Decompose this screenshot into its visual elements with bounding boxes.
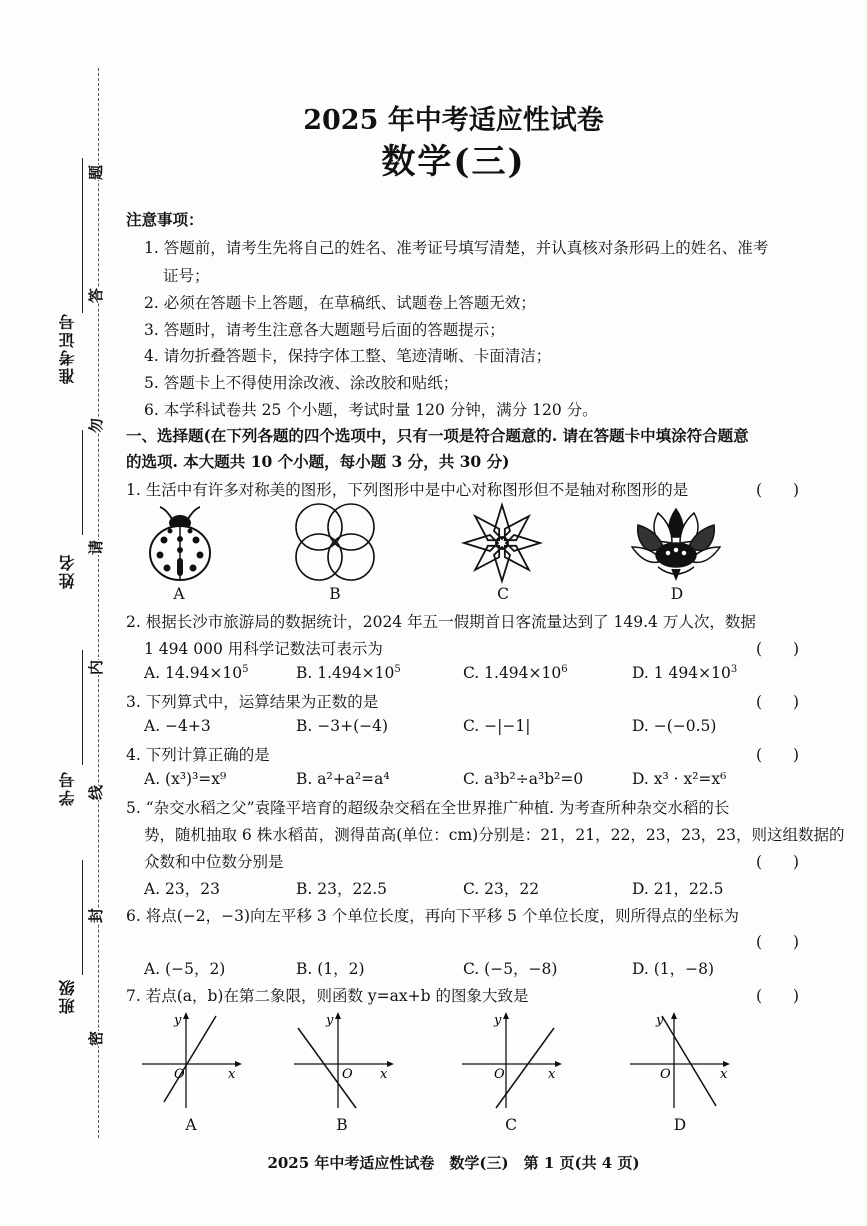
q6-option-a: A. (−5，2) (144, 960, 226, 978)
q4-option-b: B. a²+a²=a⁴ (296, 770, 390, 788)
class-input-line[interactable] (82, 860, 83, 975)
q7-option-label: C (505, 1116, 517, 1134)
answer-blank-q1[interactable]: ( ) (756, 481, 800, 499)
q1-option-label: C (497, 585, 509, 603)
answer-blank-q2[interactable]: ( ) (756, 640, 800, 658)
seal-char: 封 (83, 908, 108, 923)
axis-y-label: y (326, 1013, 334, 1028)
seal-char: 答 (83, 288, 108, 303)
question-5-stem-cont: 势，随机抽取 6 株水稻苗，测得苗高(单位：cm)分别是：21，21，22，23，23，23，则这组数据的 (144, 826, 845, 844)
question-1-stem: 1. 生活中有许多对称美的图形，下列图形中是中心对称图形但不是轴对称图形的是 (126, 481, 689, 499)
binding-dashed-line (98, 68, 99, 1138)
q6-option-c: C. (−5，−8) (463, 960, 558, 978)
school-no-input-line[interactable] (82, 650, 83, 765)
section-heading: 一、选择题(在下列各题的四个选项中，只有一项是符合题意的. 请在答题卡中填涂符合题意 (126, 426, 749, 445)
answer-blank-q7[interactable]: ( ) (756, 987, 800, 1005)
seal-char: 题 (83, 165, 108, 180)
question-5-stem-cont: 众数和中位数分别是 (144, 853, 284, 871)
question-2-stem: 2. 根据长沙市旅游局的数据统计，2024 年五一假期首日客流量达到了 149.4 万人次，数据 (126, 613, 756, 631)
axis-y-label: y (656, 1013, 664, 1028)
q1-option-label: A (173, 585, 185, 603)
seal-char: 内 (83, 660, 108, 675)
axis-x-label: x (380, 1067, 388, 1082)
origin-label: O (660, 1067, 671, 1082)
q5-option-a: A. 23，23 (144, 880, 220, 898)
q7-option-label: A (185, 1116, 197, 1134)
q1-option-label: D (670, 585, 684, 603)
origin-label: O (494, 1067, 505, 1082)
name-label: 姓名 (58, 553, 77, 589)
name-input-line[interactable] (82, 430, 83, 535)
question-7-stem: 7. 若点(a，b)在第二象限，则函数 y=ax+b 的图象大致是 (126, 987, 529, 1005)
question-4-stem: 4. 下列计算正确的是 (126, 746, 270, 764)
notice-item: 2. 必须在答题卡上答题，在草稿纸、试题卷上答题无效； (144, 294, 536, 312)
notice-item: 5. 答题卡上不得使用涂改液、涂改胶和贴纸； (144, 374, 459, 392)
graph-b (292, 1010, 402, 1110)
q2-option-a: A. $14.94\times 10^5$ (144, 664, 249, 683)
q4-option-a: A. (x³)³=x⁹ (144, 770, 227, 788)
seal-char: 请 (83, 540, 108, 555)
q5-option-c: C. 23，22 (463, 880, 540, 898)
axis-x-label: x (720, 1067, 728, 1082)
exam-no-label: 准考证号 (58, 312, 77, 384)
graph-c (460, 1010, 570, 1110)
q5-option-b: B. 23，22.5 (296, 880, 387, 898)
question-3-stem: 3. 下列算式中，运算结果为正数的是 (126, 693, 379, 711)
question-5-stem: 5. “杂交水稻之父”袁隆平培育的超级杂交稻在全世界推广种植. 为考查所种杂交水稻的长 (126, 799, 730, 817)
question-6-stem: 6. 将点(−2，−3)向左平移 3 个单位长度，再向下平移 5 个单位长度，则所得点的坐标为 (126, 907, 739, 925)
axis-y-label: y (494, 1013, 502, 1028)
notice-item: 6. 本学科试卷共 25 个小题，考试时量 120 分钟，满分 120 分。 (144, 401, 598, 419)
axis-x-label: x (228, 1067, 236, 1082)
lotus-figure (628, 503, 724, 583)
graph-a (140, 1010, 250, 1110)
q3-option-c: C. −|−1| (463, 717, 531, 735)
exam-title: 2025 年中考适应性试卷 (303, 105, 604, 136)
answer-blank-q3[interactable]: ( ) (756, 693, 800, 711)
answer-blank-q5[interactable]: ( ) (756, 853, 800, 871)
notice-heading: 注意事项： (126, 210, 204, 229)
q4-option-c: C. a³b²÷a³b²=0 (463, 770, 584, 788)
q6-option-b: B. (1，2) (296, 960, 365, 978)
q3-option-b: B. −3+(−4) (296, 717, 389, 735)
q1-option-label: B (329, 585, 341, 603)
notice-item: 4. 请勿折叠答题卡，保持字体工整、笔迹清晰、卡面清洁； (144, 347, 552, 365)
q2-option-d: D. 1 $494\times 10^3$ (632, 664, 738, 683)
star-flower-figure (459, 502, 545, 584)
ladybug-figure (142, 505, 218, 583)
axis-y-label: y (174, 1013, 182, 1028)
q4-option-d: D. x³ · x²=x⁶ (632, 770, 727, 788)
q3-option-d: D. −(−0.5) (632, 717, 717, 735)
q2-option-b: B. $1.494\times 10^5$ (296, 664, 401, 683)
class-label: 班级 (58, 978, 77, 1014)
answer-blank-q6[interactable]: ( ) (756, 933, 800, 951)
exam-subtitle: 数学(三) (381, 142, 526, 182)
q6-option-d: D. (1，−8) (632, 960, 715, 978)
question-2-stem-cont: 1 494 000 用科学记数法可表示为 (144, 640, 383, 658)
origin-label: O (342, 1067, 353, 1082)
notice-item: 1. 答题前，请考生先将自己的姓名、准考证号填写清楚，并认真核对条形码上的姓名、准考 (144, 239, 769, 257)
seal-char: 密 (83, 1031, 108, 1046)
notice-item: 3. 答题时，请考生注意各大题题号后面的答题提示； (144, 321, 505, 339)
section-heading-cont: 的选项. 本大题共 10 个小题，每小题 3 分，共 30 分) (126, 452, 510, 471)
q7-option-label: B (336, 1116, 348, 1134)
page-footer: 2025 年中考适应性试卷 数学(三) 第 1 页(共 4 页) (267, 1154, 640, 1172)
seal-char: 线 (83, 785, 108, 800)
notice-item: 证号； (163, 267, 210, 285)
origin-label: O (174, 1067, 185, 1082)
seal-char: 勿 (83, 418, 108, 433)
answer-blank-q4[interactable]: ( ) (756, 746, 800, 764)
q2-option-c: C. $1.494\times 10^6$ (463, 664, 568, 683)
graph-d (628, 1010, 738, 1110)
school-no-label: 学号 (58, 770, 77, 806)
q3-option-a: A. −4+3 (144, 717, 211, 735)
axis-x-label: x (548, 1067, 556, 1082)
q5-option-d: D. 21，22.5 (632, 880, 724, 898)
four-circles-figure (289, 500, 381, 584)
q7-option-label: D (673, 1116, 687, 1134)
